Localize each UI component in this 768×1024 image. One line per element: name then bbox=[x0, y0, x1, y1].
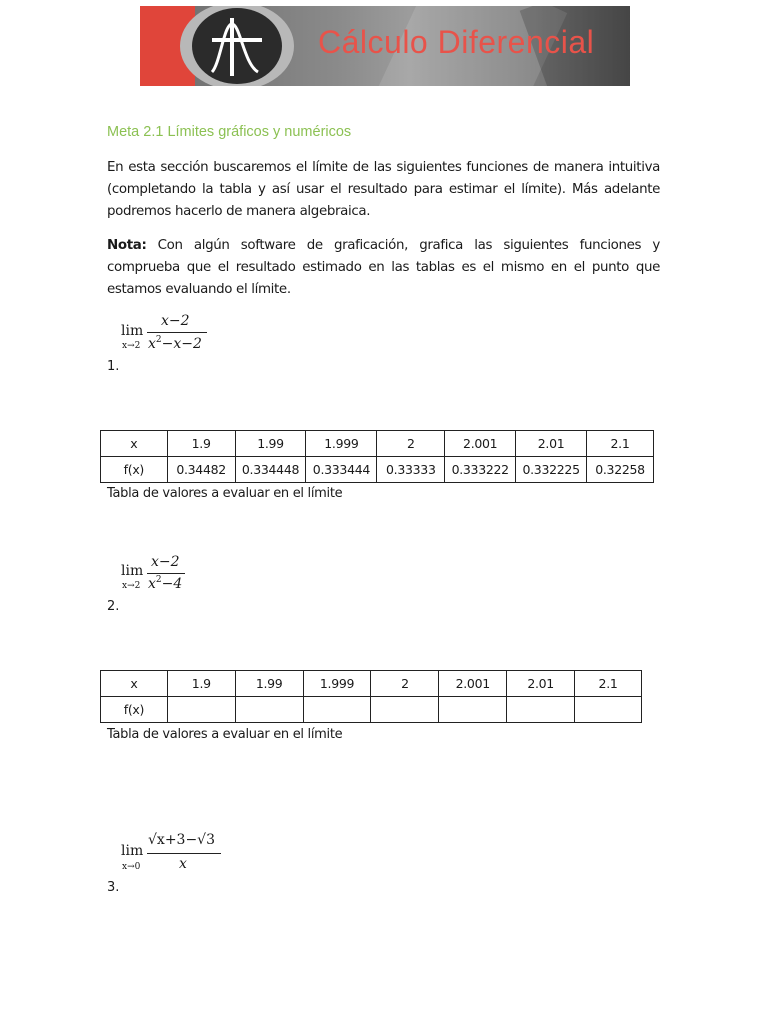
table-row bbox=[101, 671, 642, 697]
table-row bbox=[101, 457, 654, 483]
lim-symbol: lim bbox=[121, 323, 144, 339]
denominator: $x^2-4$ bbox=[148, 575, 183, 592]
lim-approach: x→2 bbox=[122, 341, 141, 351]
lim-approach: x→2 bbox=[122, 581, 141, 591]
input-cell[interactable] bbox=[303, 697, 371, 723]
input-cell[interactable] bbox=[235, 697, 303, 723]
problem-number: 2. bbox=[107, 599, 120, 614]
note-label: Nota: bbox=[107, 238, 147, 253]
table-cell: x bbox=[101, 431, 168, 457]
intro-paragraph: En esta sección buscaremos el límite de las siguientes funciones de manera intuitiva (completando la tabla y así usar el resultado para estimar el límite). Más adelante podremos hacerlo de manera algebraica. bbox=[107, 160, 660, 219]
table-cell: 1.9 bbox=[167, 671, 235, 697]
banner-title: Cálculo Diferencial bbox=[318, 24, 595, 60]
denominator: $x^2-x-2$ bbox=[148, 335, 202, 352]
input-cell[interactable] bbox=[167, 697, 235, 723]
note-text: Con algún software de graficación, grafica las siguientes funciones y comprueba que el resultado estimado en las tablas es el mismo en el punto que estamos evaluando el límite. bbox=[107, 238, 660, 297]
table-cell: f(x) bbox=[101, 697, 168, 723]
table-cell: 1.99 bbox=[235, 671, 303, 697]
table-cell: x bbox=[101, 671, 168, 697]
table-cell: 2 bbox=[371, 671, 439, 697]
numerator: x−2 bbox=[161, 313, 190, 329]
denominator: x bbox=[179, 856, 187, 872]
table-row bbox=[101, 697, 642, 723]
table-cell: 1.999 bbox=[303, 671, 371, 697]
table-cell: 0.332225 bbox=[516, 457, 587, 483]
table-cell: 2.01 bbox=[516, 431, 587, 457]
note-paragraph bbox=[107, 235, 660, 301]
lim-approach: x→0 bbox=[122, 862, 141, 872]
fraction-bar bbox=[147, 573, 185, 574]
table-cell: 2.1 bbox=[587, 431, 654, 457]
table-cell: 0.333222 bbox=[445, 457, 516, 483]
table-cell: 1.999 bbox=[306, 431, 377, 457]
values-table-2 bbox=[100, 670, 642, 723]
input-cell[interactable] bbox=[507, 697, 575, 723]
course-banner bbox=[140, 6, 630, 86]
table-cell: 0.32258 bbox=[587, 457, 654, 483]
input-cell[interactable] bbox=[439, 697, 507, 723]
table-cell: 0.333444 bbox=[306, 457, 377, 483]
table-cell: 2.001 bbox=[439, 671, 507, 697]
table-cell: 2 bbox=[377, 431, 445, 457]
fraction-bar bbox=[147, 853, 221, 854]
table-cell: f(x) bbox=[101, 457, 168, 483]
problem-number: 1. bbox=[107, 359, 120, 374]
table-cell: 0.33333 bbox=[377, 457, 445, 483]
fraction-bar bbox=[147, 332, 207, 333]
input-cell[interactable] bbox=[371, 697, 439, 723]
table-caption: Tabla de valores a evaluar en el límite bbox=[107, 727, 343, 742]
table-cell: 2.01 bbox=[507, 671, 575, 697]
table-cell: 1.99 bbox=[235, 431, 306, 457]
calculus-logo-icon bbox=[206, 14, 268, 80]
lim-symbol: lim bbox=[121, 843, 144, 859]
table-cell: 0.334448 bbox=[235, 457, 306, 483]
input-cell[interactable] bbox=[575, 697, 642, 723]
table-cell: 1.9 bbox=[167, 431, 235, 457]
values-table-1 bbox=[100, 430, 654, 483]
numerator: √x+3−√3 bbox=[148, 832, 216, 848]
table-cell: 0.34482 bbox=[167, 457, 235, 483]
lim-symbol: lim bbox=[121, 563, 144, 579]
table-caption: Tabla de valores a evaluar en el límite bbox=[107, 486, 343, 501]
numerator: x−2 bbox=[151, 554, 180, 570]
section-heading: Meta 2.1 Límites gráficos y numéricos bbox=[107, 124, 352, 140]
table-cell: 2.1 bbox=[575, 671, 642, 697]
table-row bbox=[101, 431, 654, 457]
table-cell: 2.001 bbox=[445, 431, 516, 457]
problem-number: 3. bbox=[107, 880, 120, 895]
